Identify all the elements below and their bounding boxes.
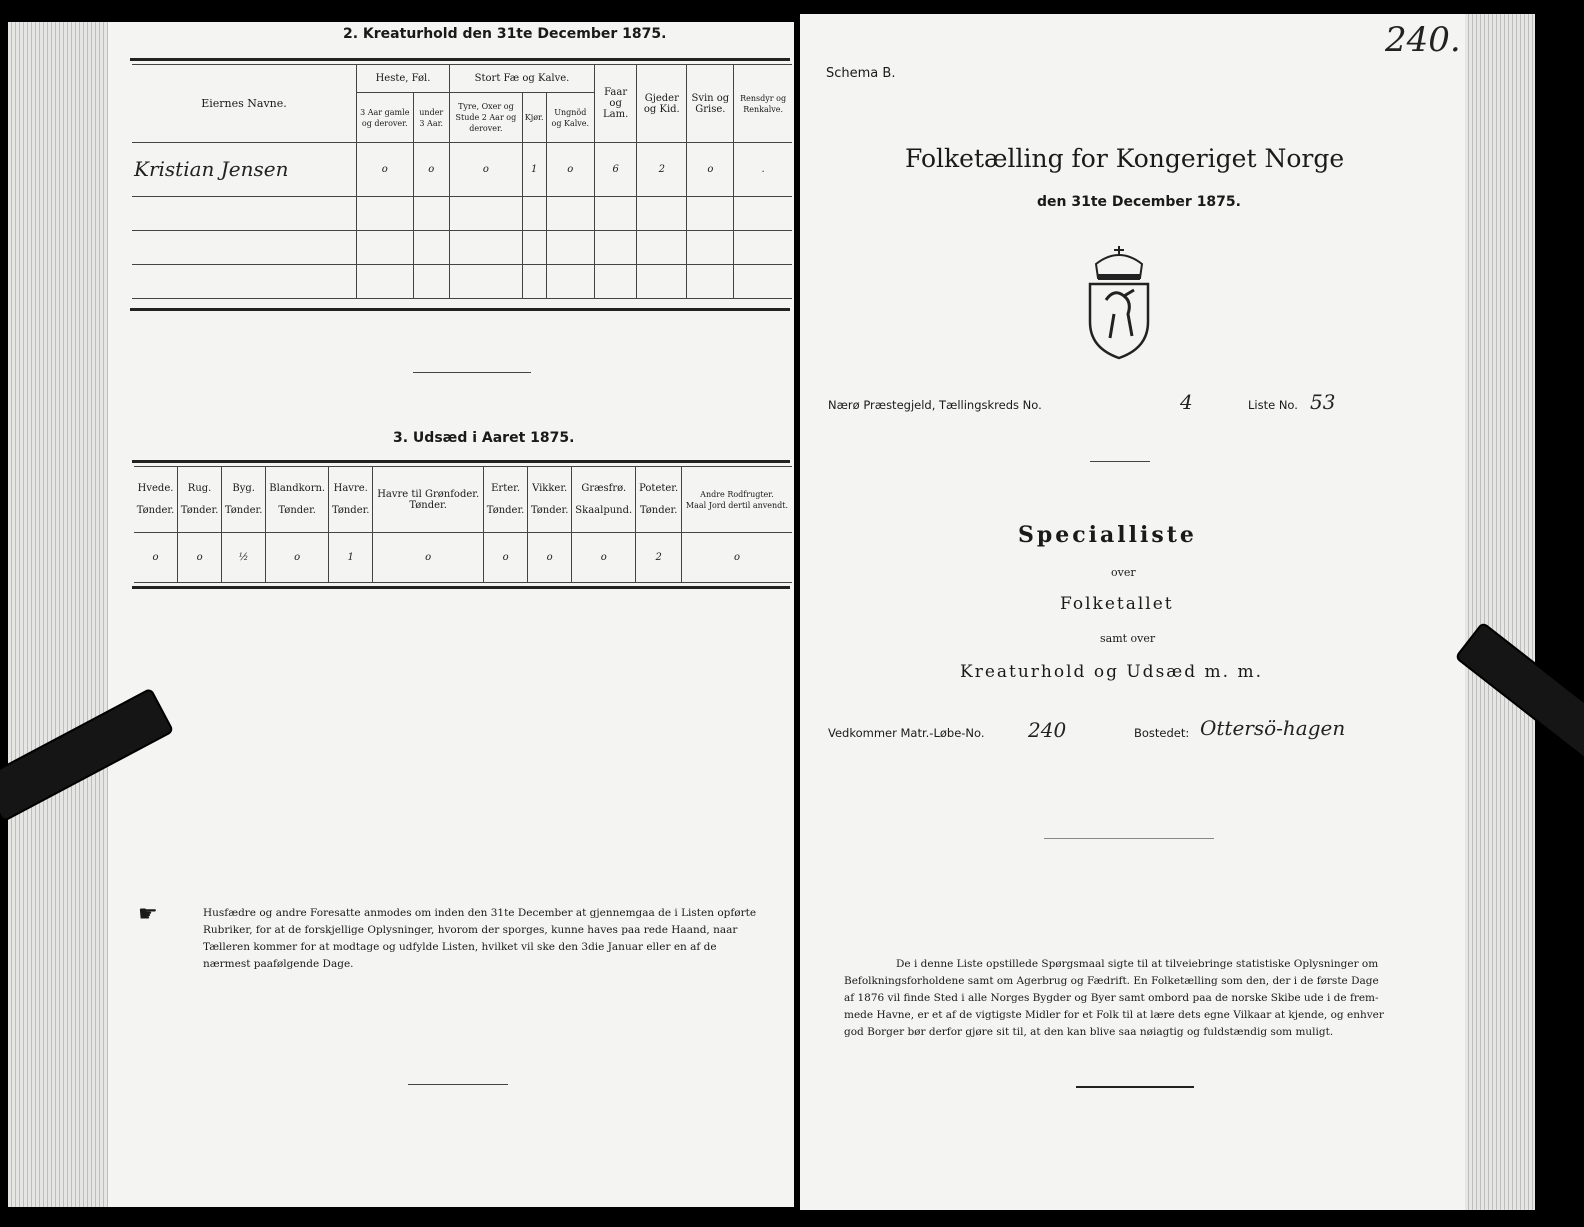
crop-unit: Skaalpund. (575, 505, 633, 516)
krets-number: 4 (1180, 390, 1193, 414)
crop-label: Vikker. (532, 483, 568, 494)
notice-paragraph (203, 905, 783, 973)
liste-label: Liste No. (1248, 398, 1298, 412)
stort-header: Stort Fæ og Kalve. (449, 65, 594, 93)
crop-value: o (484, 533, 528, 583)
value-cell: o (687, 143, 734, 197)
crop-value: o (134, 533, 178, 583)
samt-over-label: samt over (1100, 632, 1156, 645)
crop-unit: Tønder. (530, 505, 569, 516)
divider (1044, 838, 1214, 839)
crop-unit: Tønder. (409, 499, 447, 511)
crop-label: Rug. (187, 483, 212, 494)
over-label: over (1111, 566, 1136, 579)
table-bottom-rule (130, 308, 790, 311)
pointing-hand-icon: ☛ (138, 902, 158, 927)
schema-label: Schema B. (826, 66, 896, 81)
crop-value: o (572, 533, 636, 583)
crop-unit: Tønder. (639, 505, 678, 516)
right-page (800, 14, 1535, 1210)
crop-label: Havre. (333, 483, 368, 494)
page-edge-stack-left (8, 22, 108, 1207)
matr-number: 240 (1028, 718, 1067, 742)
notice-line: nærmest paafølgende Dage. (203, 958, 354, 970)
crop-value: o (178, 533, 222, 583)
footer-line: mede Havne, er et af de vigtigste Midler for et Folk til at lære dets egne Vilkaar at kjende, og enhver (844, 1009, 1384, 1021)
crop-value: o (373, 533, 484, 583)
parish-label: Nærø Præstegjeld, Tællingskreds No. (828, 398, 1042, 412)
heste-header: Heste, Føl. (357, 65, 450, 93)
gjeder-header: Gjeder og Kid. (637, 65, 687, 143)
table-row (132, 231, 792, 265)
crop-unit: Tønder. (180, 505, 219, 516)
bosted-value: Ottersö-hagen (1200, 716, 1346, 740)
crop-label: Byg. (232, 483, 255, 494)
footer-paragraph (844, 956, 1424, 1041)
crop-unit: Tønder. (136, 505, 175, 516)
crop-table (134, 466, 792, 583)
rens-header: Rensdyr og Renkalve. (734, 65, 792, 143)
stort-sub-2: Kjør. (522, 93, 546, 143)
divider (408, 1084, 508, 1085)
left-page (8, 22, 794, 1207)
faar-header: Faar og Lam. (595, 65, 637, 143)
footer-line: De i denne Liste opstillede Spørgsmaal sigte til at tilveiebringe statistiske Oplysninger om (896, 958, 1379, 970)
footer-line: god Borger bør derfor gjøre sit til, at den kan blive saa nøiagtig og fuldstændig som muligt. (844, 1026, 1334, 1038)
crop-unit: Tønder. (331, 505, 370, 516)
value-cell: o (413, 143, 449, 197)
heste-sub-2: under 3 Aar. (413, 93, 449, 143)
crop-unit: Tønder. (278, 505, 316, 516)
special-list-title: Specialliste (1018, 522, 1197, 548)
crop-label: Andre Rodfrugter. (700, 489, 774, 499)
owner-header: Eiernes Navne. (132, 65, 357, 143)
crop-value: 2 (636, 533, 682, 583)
crop-value: o (528, 533, 572, 583)
crop-unit: Maal Jord dertil anvendt. (685, 500, 789, 510)
coat-of-arms-icon (1084, 244, 1154, 360)
crop-value: o (681, 533, 792, 583)
divider (1090, 461, 1150, 462)
stort-sub-3: Ungnöd og Kalve. (546, 93, 595, 143)
section3-title: 3. Udsæd i Aaret 1875. (393, 430, 575, 446)
value-cell: 2 (637, 143, 687, 197)
crop-unit: Tønder. (486, 505, 525, 516)
stort-sub-1: Tyre, Oxer og Stude 2 Aar og derover. (449, 93, 522, 143)
heste-sub-1: 3 Aar gamle og derover. (357, 93, 414, 143)
table-row (132, 143, 792, 197)
value-cell: o (449, 143, 522, 197)
folketallet-label: Folketallet (1060, 594, 1174, 614)
crop-value: o (266, 533, 329, 583)
crop-table-bottom-rule (132, 586, 790, 589)
table-row (134, 533, 792, 583)
crop-value: ½ (222, 533, 266, 583)
bosted-label: Bostedet: (1134, 726, 1190, 740)
table-row (132, 265, 792, 299)
owner-name: Kristian Jensen (132, 143, 357, 197)
footer-line: Befolkningsforholdene samt om Agerbrug og Fædrift. En Folketælling som den, der i de første Dage (844, 975, 1379, 987)
livestock-table (132, 64, 792, 299)
value-cell: o (357, 143, 414, 197)
page-edge-stack-right (1465, 14, 1535, 1210)
page-title: Folketælling for Kongeriget Norge (905, 144, 1345, 173)
liste-number: 53 (1310, 390, 1336, 414)
value-cell: . (734, 143, 792, 197)
divider (413, 372, 531, 373)
kreatur-label: Kreaturhold og Udsæd m. m. (960, 662, 1264, 682)
crop-unit: Tønder. (224, 505, 263, 516)
value-cell: 1 (522, 143, 546, 197)
notice-line: Husfædre og andre Foresatte anmodes om inden den 31te December at gjennemgaa de i Listen opførte (203, 907, 757, 919)
crop-value: 1 (329, 533, 373, 583)
footer-line: af 1876 vil finde Sted i alle Norges Bygder og Byer samt ombord paa de norske Skibe ude i de frem- (844, 992, 1379, 1004)
crop-label: Græsfrø. (581, 483, 627, 494)
crop-label: Poteter. (639, 483, 679, 494)
table-top-rule (130, 58, 790, 61)
page-number: 240. (1385, 20, 1461, 60)
table-row (132, 197, 792, 231)
census-date: den 31te December 1875. (1037, 194, 1241, 210)
crop-label: Blandkorn. (269, 483, 326, 494)
svin-header: Svin og Grise. (687, 65, 734, 143)
notice-line: Rubriker, for at de forskjellige Oplysninger, hvorom der sporges, kunne haves paa rede Haand, naar (203, 924, 738, 936)
crop-label: Havre til Grønfoder. (377, 488, 480, 500)
crop-label: Erter. (491, 483, 521, 494)
crop-label: Hvede. (137, 483, 174, 494)
divider (1076, 1086, 1194, 1088)
notice-line: Tælleren kommer for at modtage og udfylde Listen, hvilket vil ske den 3die Januar eller en af de (203, 941, 717, 953)
crop-table-top-rule (132, 460, 790, 463)
section2-title: 2. Kreaturhold den 31te December 1875. (343, 26, 667, 42)
matr-label: Vedkommer Matr.-Løbe-No. (828, 726, 985, 740)
value-cell: 6 (595, 143, 637, 197)
value-cell: o (546, 143, 595, 197)
